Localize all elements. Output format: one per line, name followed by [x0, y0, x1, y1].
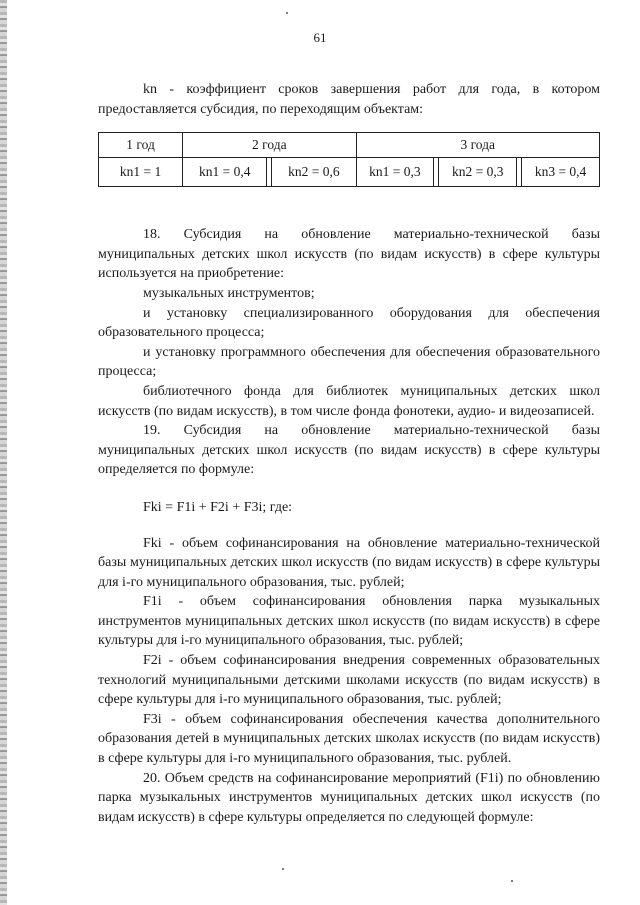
table-cell-group	[183, 158, 356, 187]
definition-item: F1i - объем софинансирования обновления парка музыкальных инструментов муниципальных детских школ искусств (по видам искусств) в сфере культуры для i-го муниципального образования, тыс. рублей;	[98, 594, 600, 649]
header-2-years: 2 года	[183, 133, 356, 158]
scan-speck	[511, 880, 513, 882]
kn-coefficient-table	[98, 132, 600, 187]
table-cell: kn3 = 0,4	[521, 158, 599, 186]
definition-item: F3i - объем софинансирования обеспечения качества дополнительного образования детей в муниципальных детских школах искусств (по видам искусств) в сфере культуры для i-го муниципального образования, тыс. рублей.	[98, 711, 600, 767]
table-cell-group	[356, 158, 600, 187]
scan-speck	[286, 12, 288, 14]
definition-item: Fki - объем софинансирования на обновление материально-технической базы муниципальных детских школ искусств (по видам искусств) в сфере культуры для i-го муниципального образования, тыс. рублей;	[98, 535, 600, 590]
page-number: 61	[313, 30, 327, 45]
table-cell: kn2 = 0,6	[271, 158, 355, 186]
list-item: музыкальных инструментов;	[143, 285, 315, 301]
table-cell: kn2 = 0,3	[438, 158, 517, 186]
formula: Fki = F1i + F2i + F3i; где:	[143, 499, 293, 515]
page-body	[98, 80, 600, 827]
list-item: и установку программного обеспечения для обеспечения образовательного процесса;	[98, 344, 600, 380]
scan-speck	[282, 868, 284, 870]
header-1-year: 1 год	[99, 133, 183, 158]
list-item: библиотечного фонда для библиотек муниципальных детских школ искусств (по видам искусств), в том числе фонда фонотеки, аудио- и видеозаписей.	[98, 383, 600, 419]
table-cell: kn1 = 0,3	[357, 158, 435, 186]
definition-item: F2i - объем софинансирования внедрения современных образовательных технологий муниципальными детскими школами искусств (по видам искусств) в сфере культуры для i-го муниципального образования, тыс. рублей;	[98, 653, 600, 708]
scan-edge	[0, 0, 7, 905]
header-3-years: 3 года	[356, 133, 600, 158]
table-cell: kn1 = 0,4	[183, 158, 267, 186]
paragraph-18: 18. Субсидия на обновление материально-технической базы муниципальных детских школ искусств (по видам искусств) в сфере культуры используется на приобретение:	[98, 227, 600, 282]
list-item: и установку специализированного оборудования для обеспечения образовательного процесса;	[98, 305, 600, 341]
paragraph-19: 19. Субсидия на обновление материально-технической базы муниципальных детских школ искусств (по видам искусств) в сфере культуры определяется по формуле:	[98, 423, 600, 478]
paragraph-20: 20. Объем средств на софинансирование мероприятий (F1i) по обновлению парка музыкальных инструментов муниципальных детских школ искусств (по видам искусств) в сфере культуры определяется по следующей формуле:	[98, 770, 600, 825]
table-cell: kn1 = 1	[99, 158, 183, 187]
kn-definition: kn - коэффициент сроков завершения работ для года, в котором предоставляется субсидия, по переходящим объектам:	[98, 82, 600, 117]
